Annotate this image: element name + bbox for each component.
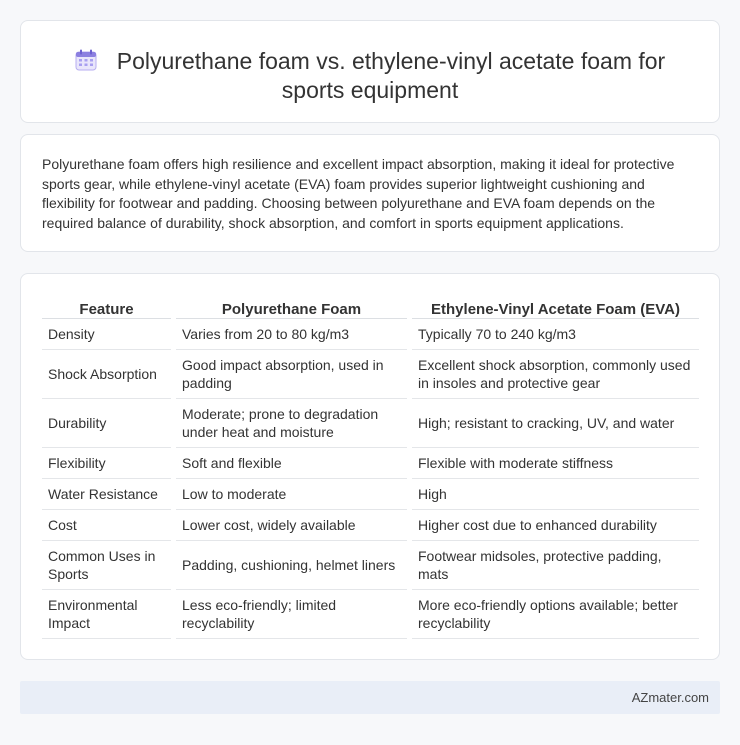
feature-cell: Cost — [42, 510, 171, 541]
footer-brand-link[interactable]: AZmater.com — [631, 690, 709, 705]
column-header: Feature — [42, 296, 171, 319]
table-header-row — [42, 296, 699, 319]
eva-cell: Excellent shock absorption, commonly used in insoles and protective gear — [412, 350, 699, 399]
feature-cell: Durability — [42, 399, 171, 448]
calendar-icon — [75, 49, 97, 71]
eva-cell: Higher cost due to enhanced durability — [412, 510, 699, 541]
comparison-table — [42, 296, 699, 639]
table-row — [42, 590, 699, 639]
title-card — [20, 20, 720, 123]
polyurethane-cell: Good impact absorption, used in padding — [176, 350, 407, 399]
eva-cell: More eco-friendly options available; better recyclability — [412, 590, 699, 639]
intro-card — [20, 134, 720, 252]
table-row — [42, 350, 699, 399]
polyurethane-cell: Low to moderate — [176, 479, 407, 510]
table-row — [42, 510, 699, 541]
table-row — [42, 319, 699, 350]
feature-cell: Water Resistance — [42, 479, 171, 510]
eva-cell: Footwear midsoles, protective padding, mats — [412, 541, 699, 590]
table-row — [42, 448, 699, 479]
polyurethane-cell: Less eco-friendly; limited recyclability — [176, 590, 407, 639]
column-header: Polyurethane Foam — [176, 296, 407, 319]
polyurethane-cell: Lower cost, widely available — [176, 510, 407, 541]
polyurethane-cell: Padding, cushioning, helmet liners — [176, 541, 407, 590]
table-row — [42, 541, 699, 590]
eva-cell: Flexible with moderate stiffness — [412, 448, 699, 479]
feature-cell: Shock Absorption — [42, 350, 171, 399]
page-title-wrap — [21, 47, 719, 105]
footer-bar — [20, 681, 720, 714]
eva-cell: Typically 70 to 240 kg/m3 — [412, 319, 699, 350]
table-row — [42, 399, 699, 448]
polyurethane-cell: Soft and flexible — [176, 448, 407, 479]
polyurethane-cell: Moderate; prone to degradation under heat and moisture — [176, 399, 407, 448]
column-header: Ethylene-Vinyl Acetate Foam (EVA) — [412, 296, 699, 319]
page-title: Polyurethane foam vs. ethylene-vinyl acetate foam for sports equipment — [116, 48, 666, 103]
eva-cell: High; resistant to cracking, UV, and water — [412, 399, 699, 448]
feature-cell: Common Uses in Sports — [42, 541, 171, 590]
feature-cell: Flexibility — [42, 448, 171, 479]
comparison-card — [20, 273, 720, 660]
intro-paragraph: Polyurethane foam offers high resilience and excellent impact absorption, making it ideal for protective sports gear, while ethylene-vinyl acetate (EVA) foam provides superior lightweight cushioning and flexibility for footwear and padding. Choosing between polyurethane and EVA foam depends on the required balance of durability, shock absorption, and comfort in sports equipment applications. — [42, 156, 675, 231]
feature-cell: Density — [42, 319, 171, 350]
polyurethane-cell: Varies from 20 to 80 kg/m3 — [176, 319, 407, 350]
table-row — [42, 479, 699, 510]
feature-cell: Environmental Impact — [42, 590, 171, 639]
eva-cell: High — [412, 479, 699, 510]
